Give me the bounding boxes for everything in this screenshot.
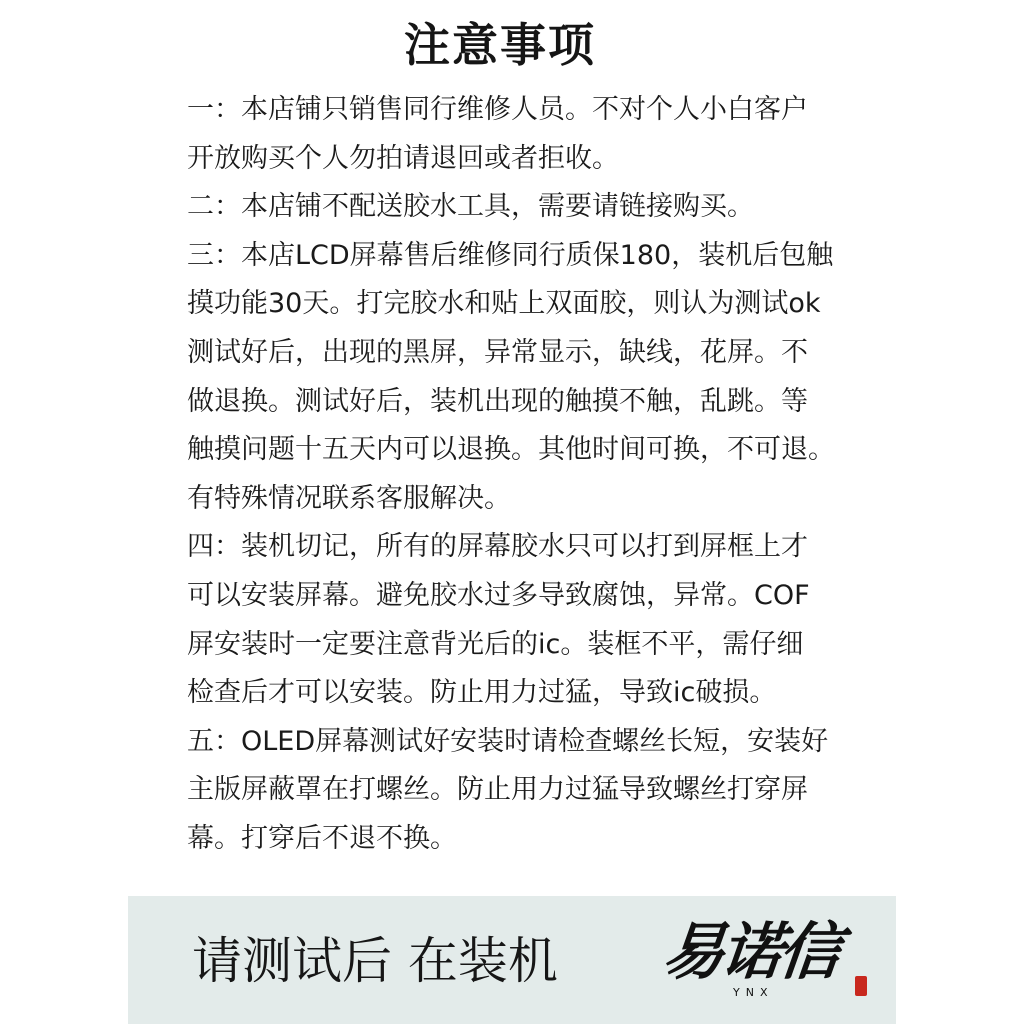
seal-stamp-icon [855,976,867,996]
notice-line: 有特殊情况联系客服解决。 [187,482,511,514]
footer-banner [128,896,896,1024]
notice-line: 二：本店铺不配送胶水工具，需要请链接购买。 [187,191,754,223]
brand-logo-text: 易诺信 [659,915,841,988]
notice-line: 触摸问题十五天内可以退换。其他时间可换，不可退。 [187,434,835,466]
notice-line: 做退换。测试好后，装机出现的触摸不触，乱跳。等 [187,385,808,417]
notice-line: 屏安装时一定要注意背光后的ic。装框不平，需仔细 [187,628,804,660]
notice-line: 幕。打穿后不退不换。 [187,822,457,854]
notice-line: 检查后才可以安装。防止用力过猛，导致ic破损。 [187,677,777,709]
notice-line: 一：本店铺只销售同行维修人员。不对个人小白客户 [187,94,808,125]
notice-line: 可以安装屏幕。避免胶水过多导致腐蚀，异常。COF [187,579,810,611]
brand-logo [659,904,873,1016]
notice-line: 开放购买个人勿拍请退回或者拒收。 [187,142,619,174]
notice-list [187,86,867,864]
notice-line: 测试好后，出现的黑屏，异常显示，缺线，花屏。不 [187,336,808,368]
footer-slogan: 请测试后 在装机 [192,932,558,990]
brand-logo-subtext: YNX [733,986,774,999]
notice-line: 主版屏蔽罩在打螺丝。防止用力过猛导致螺丝打穿屏 [187,774,808,806]
page-title: 注意事项 [404,18,596,72]
notice-line: 五：OLED屏幕测试好安装时请检查螺丝长短，安装好 [187,725,829,757]
notice-line: 三：本店LCD屏幕售后维修同行质保180，装机后包触 [187,239,834,271]
notice-line: 摸功能30天。打完胶水和贴上双面胶，则认为测试ok [187,288,821,320]
notice-line: 四：装机切记，所有的屏幕胶水只可以打到屏框上才 [187,531,808,563]
